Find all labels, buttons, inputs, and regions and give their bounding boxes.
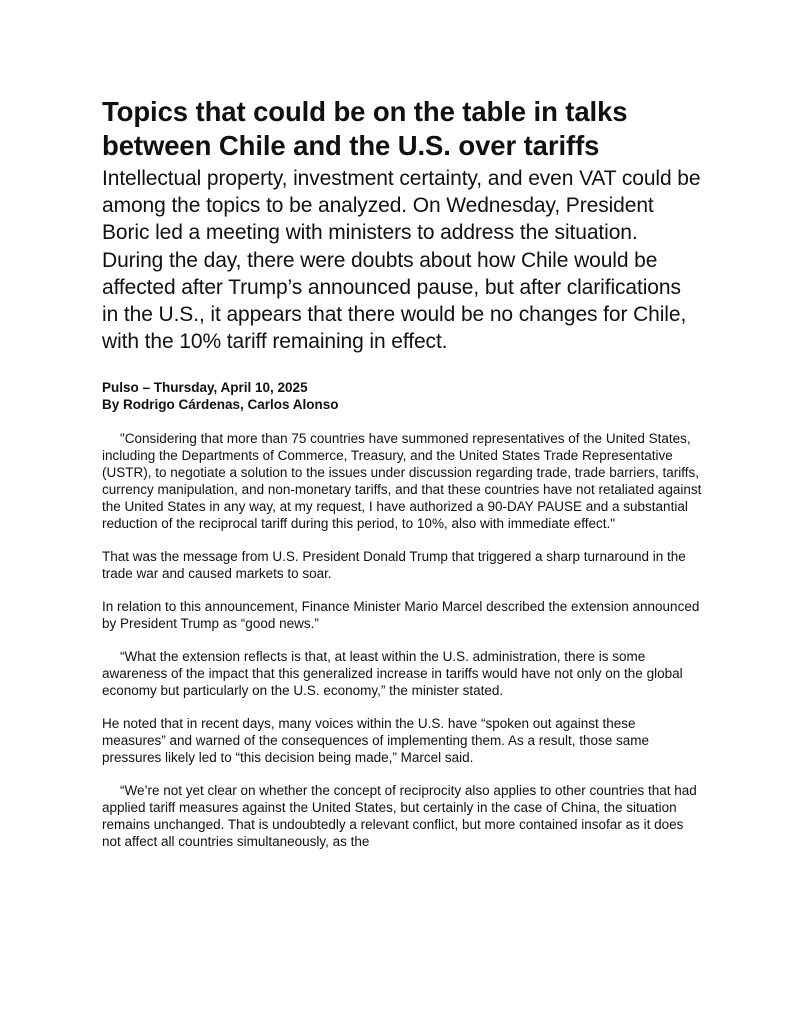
body-paragraph-1: "Considering that more than 75 countries have summoned representatives of the United States, including the Departments of Commerce, Treasury, and the United States Trade Representative (USTR), to negotiate a solution to the issues under discussion regarding trade, trade barriers, tariffs, currency manipulation, and non-monetary tariffs, and that these countries have not retaliated against the United States in any way, at my request, I have authorized a 90-DAY PAUSE and a substantial reduction of the reciprocal tariff during this period, to 10%, also with immediate effect." [102, 431, 702, 532]
article [102, 95, 702, 866]
article-meta [102, 379, 702, 413]
body-paragraph-3: In relation to this announcement, Finance Minister Mario Marcel described the extension announced by President Trump as “good news.” [102, 599, 700, 632]
body-paragraph-4: “What the extension reflects is that, at least within the U.S. administration, there is some awareness of the impact that this generalized increase in tariffs would have not only on the global economy but particularly on the U.S. economy,” the minister stated. [102, 649, 683, 699]
body-paragraph-5: He noted that in recent days, many voices within the U.S. have “spoken out against these measures” and warned of the consequences of implementing them. As a result, those same pressures likely led to “this decision being made,” Marcel said. [102, 716, 650, 766]
body-paragraph-2: That was the message from U.S. President Donald Trump that triggered a sharp turnaround in the trade war and caused markets to soar. [102, 549, 686, 582]
article-subheadline: Intellectual property, investment certainty, and even VAT could be among the topics to be analyzed. On Wednesday, President Boric led a meeting with ministers to address the situation. During the day, there were doubts about how Chile would be affected after Trump’s announced pause, but after clarifications in the U.S., it appears that there would be no changes for Chile, with the 10% tariff remaining in effect. [102, 167, 701, 354]
body-paragraph-6: “We’re not yet clear on whether the concept of reciprocity also applies to other countries that had applied tariff measures against the United States, but certainly in the case of China, the situation remains unchanged. That is undoubtedly a relevant conflict, but more contained insofar as it does not affect all countries simultaneously, as the [102, 783, 697, 850]
article-headline: Topics that could be on the table in talks between Chile and the U.S. over tariffs [102, 96, 628, 161]
article-dateline: Pulso – Thursday, April 10, 2025 [102, 380, 308, 396]
article-body [102, 430, 702, 850]
article-byline: By Rodrigo Cárdenas, Carlos Alonso [102, 397, 339, 413]
